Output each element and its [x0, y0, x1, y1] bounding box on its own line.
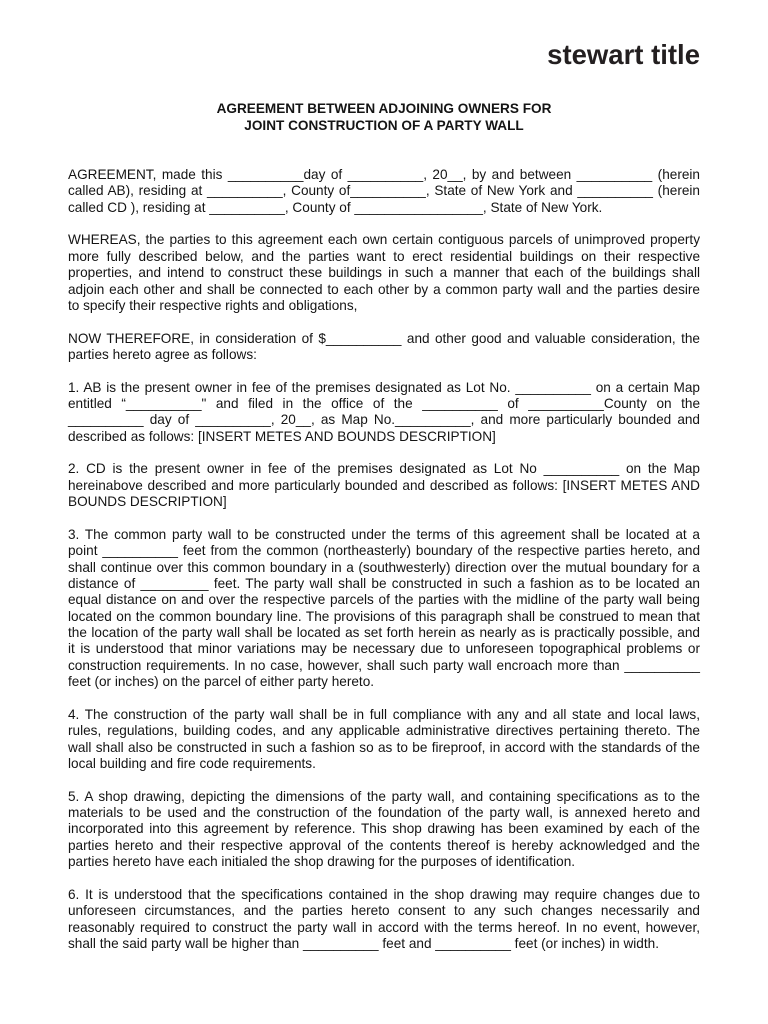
agreement-intro-paragraph	[68, 167, 700, 216]
paragraph-line: 3. The common party wall to be constructed under the terms of this agreement shall be located at a	[68, 526, 700, 542]
paragraph-line: 5. A shop drawing, depicting the dimensions of the party wall, and containing specifications as to the	[68, 788, 700, 804]
paragraph-line: equal distance on and over the respective parcels of the parties with the midline of the party wall being	[68, 592, 700, 608]
paragraph-line: it is understood that minor variations may be necessary due to unforeseen topographical problems or	[68, 641, 700, 657]
paragraph-line: AGREEMENT, made this __________day of __________, 20__, by and between __________ (herein	[68, 167, 700, 182]
clause-5-paragraph	[68, 789, 700, 871]
paragraph-line: incorporated into this agreement by reference. This shop drawing has been examined by each of the	[68, 821, 700, 837]
paragraph-line: rules, regulations, building codes, and any applicable administrative directives pertaining thereto. The	[68, 723, 700, 739]
paragraph-line: parties hereto and their respective approval of the contents thereof is hereby acknowledged and the	[68, 837, 700, 853]
clause-6-paragraph	[68, 887, 700, 952]
paragraph-line: distance of _________ feet. The party wall shall be constructed in such a fashion as to be located an	[68, 575, 700, 591]
paragraph-line: shall continue over this common boundary in a (southwesterly) direction over the mutual boundary for a	[68, 559, 700, 575]
paragraph-line: 4. The construction of the party wall shall be in full compliance with any and all state and local laws,	[68, 706, 700, 722]
document-title-line: AGREEMENT BETWEEN ADJOINING OWNERS FOR	[216, 101, 552, 116]
document-body	[68, 167, 700, 969]
paragraph-line: located on the common boundary line. The provisions of this paragraph shall be construed to mean that	[68, 608, 700, 624]
paragraph-line: entitled “__________" and filed in the office of the __________ of __________County on the	[68, 396, 700, 412]
paragraph-line: WHEREAS, the parties to this agreement each own certain contiguous parcels of unimproved property	[68, 232, 700, 248]
paragraph-line: to specify their respective rights and obligations,	[68, 297, 358, 313]
paragraph-line: more fully described below, and the parties want to erect residential buildings on their respective	[68, 248, 700, 264]
paragraph-line: local building and fire code requirements.	[68, 755, 316, 771]
paragraph-line: called AB), residing at __________, County of__________, State of New York and __________ (herein	[68, 183, 700, 199]
document-title-line: JOINT CONSTRUCTION OF A PARTY WALL	[244, 117, 524, 133]
paragraph-line: unforeseen circumstances, and the parties hereto consent to any such changes necessarily and	[68, 903, 700, 919]
paragraph-line: 6. It is understood that the specifications contained in the shop drawing may require changes due to	[68, 886, 700, 902]
paragraph-line: materials to be used and the construction of the foundation of the party wall, is annexed hereto and	[68, 805, 700, 821]
paragraph-line: shall the said party wall be higher than __________ feet and __________ feet (or inches) in width.	[68, 935, 659, 951]
paragraph-line: described as follows: [INSERT METES AND BOUNDS DESCRIPTION]	[68, 428, 496, 444]
paragraph-line: adjoin each other and shall be connected to each other by a common party wall and the parties desire	[68, 281, 700, 297]
clause-2-paragraph	[68, 461, 700, 510]
paragraph-line: 2. CD is the present owner in fee of the premises designated as Lot No __________ on the Map	[68, 461, 700, 477]
paragraph-line: properties, and intend to construct these buildings in such a manner that each of the buildings shall	[68, 265, 700, 281]
document-title	[0, 101, 768, 134]
clause-3-paragraph	[68, 527, 700, 691]
paragraph-line: called CD ), residing at __________, County of _________________, State of New York.	[68, 199, 603, 215]
clause-4-paragraph	[68, 707, 700, 772]
now-therefore-paragraph	[68, 331, 700, 364]
paragraph-line: wall shall also be constructed in such a fashion so as to be fireproof, in accord with the standards of the	[68, 739, 700, 755]
paragraph-line: BOUNDS DESCRIPTION]	[68, 494, 227, 510]
paragraph-line: __________ day of __________, 20__, as Map No.__________, and more particularly bounded and	[68, 412, 700, 428]
paragraph-line: NOW THEREFORE, in consideration of $__________ and other good and valuable consideration, the	[68, 330, 700, 346]
paragraph-line: 1. AB is the present owner in fee of the premises designated as Lot No. __________ on a certain Map	[68, 379, 700, 395]
paragraph-line: reasonably required to construct the party wall in accord with the terms hereof. In no event, however,	[68, 919, 700, 935]
paragraph-line: the location of the party wall shall be located as set forth herein as nearly as is practically possible, and	[68, 625, 700, 641]
stewart-title-logo: stewart title	[547, 39, 700, 70]
whereas-paragraph	[68, 232, 700, 314]
paragraph-line: parties hereto have each initialed the shop drawing for the purposes of identification.	[68, 854, 576, 870]
paragraph-line: parties hereto agree as follows:	[68, 346, 257, 362]
paragraph-line: feet (or inches) on the parcel of either party hereto.	[68, 674, 375, 690]
paragraph-line: hereinabove described and more particularly bounded and described as follows: [INSERT METES AND	[68, 477, 700, 493]
clause-1-paragraph	[68, 380, 700, 445]
paragraph-line: construction requirements. In no case, however, shall such party wall encroach more than __________	[68, 657, 700, 673]
paragraph-line: point __________ feet from the common (northeasterly) boundary of the respective parties hereto, and	[68, 543, 700, 559]
